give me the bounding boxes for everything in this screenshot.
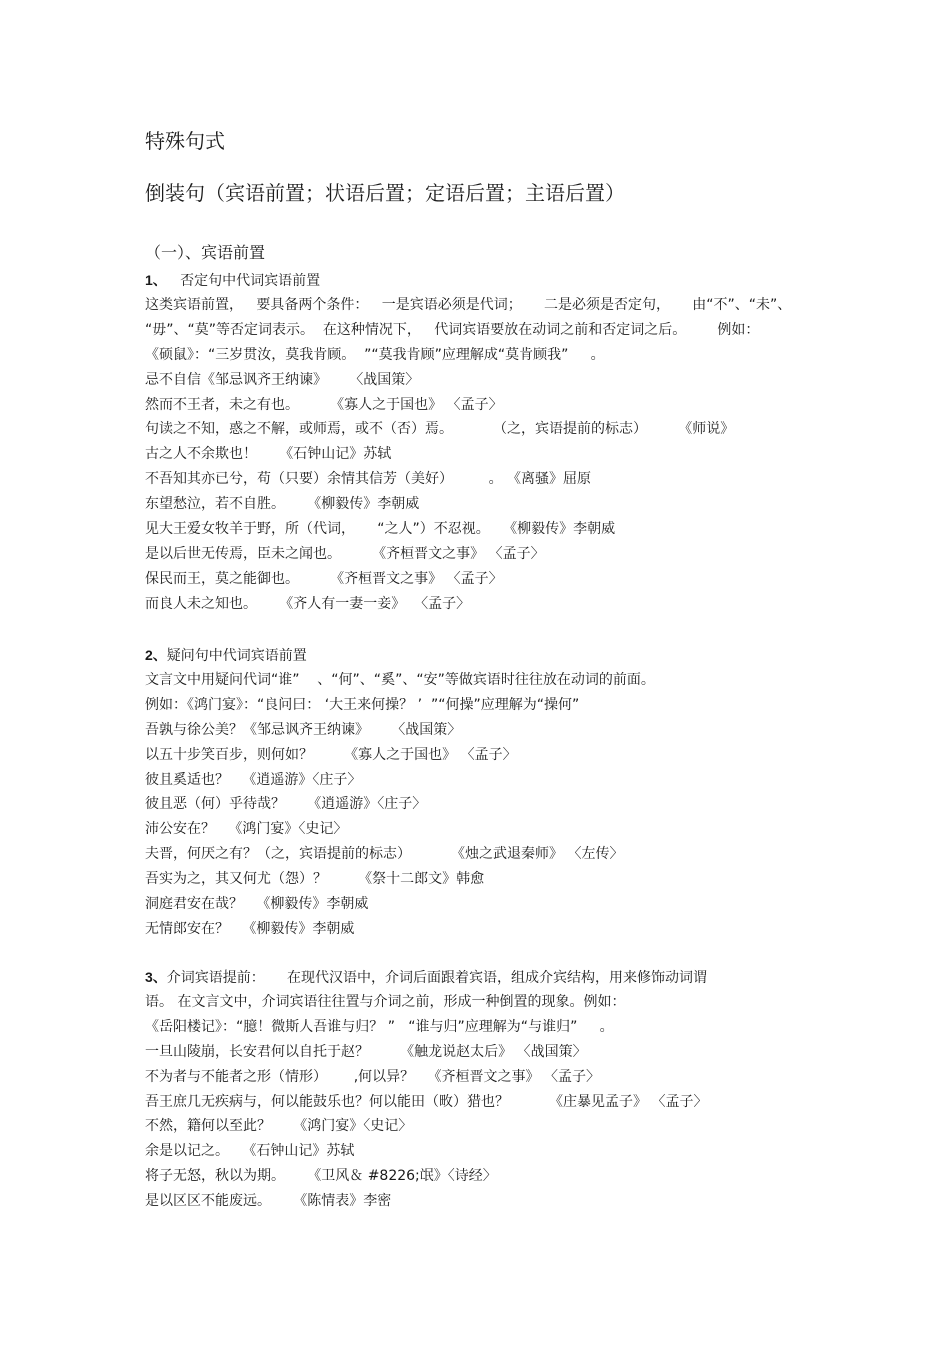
line-text: 以五十步笑百步，则何如？ 《寡人之于国也》 〈孟子〉 [145,746,517,763]
line-text: 沛公安在？ 《鸿门宴》〈史记〉 [145,821,348,838]
text-line [145,544,545,564]
line-text: 《岳阳楼记》：“臆！微斯人吾谁与归？ ” “谁与归”应理解为“与谁归” 。 [145,1018,614,1035]
line-text: 而良人未之知也。 《齐人有一妻一妾》 〈孟子〉 [145,595,471,612]
text-line [145,469,591,489]
line-text: “毋”、“莫”等否定词表示。 在这种情况下， 代词宾语要放在动词之前和否定词之后。 例如： [145,321,760,338]
line-text: 无情郎安在？ 《柳毅传》李朝威 [145,920,355,937]
text-line [145,894,368,914]
text-line [145,992,625,1012]
line-text: 文言文中用疑问代词“谁” 、“何”、“奚”、“安”等做宾语时往往放在动词的前面。 [145,671,655,688]
text-line [145,395,503,415]
line-text: 彼且奚适也？ 《逍遥游》〈庄子〉 [145,771,362,788]
item-number: 3、 [145,969,167,985]
text-line [145,844,624,864]
text-line [145,1042,587,1062]
text-line [145,519,615,539]
line-text: 语。 在文言文中，介词宾语往往置与介词之前，形成一种倒置的现象。例如： [145,993,626,1010]
text-line [145,670,655,690]
text-line [145,1092,708,1112]
line-text: 彼且恶（何）乎待哉？ 《逍遥游》〈庄子〉 [145,796,427,813]
line-text: 一旦山陵崩，长安君何以自托于赵？ 《触龙说赵太后》 〈战国策〉 [145,1043,587,1060]
text-line [145,1017,614,1037]
text-line [145,695,579,715]
text-line [145,320,759,340]
line-text: 洞庭君安在哉？ 《柳毅传》李朝威 [145,896,369,912]
text-line [145,569,503,589]
text-line [145,594,470,614]
line-text: 然而不王者，未之有也。 《寡人之于国也》 〈孟子〉 [145,396,503,413]
text-line [145,1166,497,1186]
text-line [145,794,426,814]
line-text: 例如：《鸿门宴》：“良问曰： ‘大王来何操？ ’ ”“何操”应理解为“操何” [145,696,580,713]
page-title: 特殊句式 [145,129,225,153]
text-line [145,1116,412,1136]
numbered-heading [145,645,307,666]
line-text: 夫晋，何厌之有？（之，宾语提前的标志） 《烛之武退秦师》 〈左传〉 [145,846,624,863]
text-line [145,419,734,439]
line-text: 东望愁泣，若不自胜。 《柳毅传》李朝威 [145,496,420,513]
text-line [145,494,419,514]
line-text: 保民而王，莫之能御也。 《齐桓晋文之事》 〈孟子〉 [145,570,503,587]
line-text: 疑问句中代词宾语前置 [166,648,307,664]
line-text: 吾实为之，其又何尤（怨）？ 《祭十二郎文》韩愈 [145,871,485,888]
text-line [145,869,484,889]
text-line [145,819,347,839]
text-line [145,1067,600,1087]
numbered-heading [145,270,320,291]
text-line [145,745,517,765]
line-text: 吾王庶几无疾病与，何以能鼓乐也？何以能田（畋）猎也？ 《庄暴见孟子》 〈孟子〉 [145,1093,708,1110]
line-text: 古之人不余欺也！ 《石钟山记》苏轼 [145,446,392,463]
text-line [145,370,419,390]
line-text: 见大王爱女牧羊于野，所（代词， “之人”）不忍视。 《柳毅传》李朝威 [145,521,616,537]
text-line [145,345,605,365]
line-text: 吾孰与徐公美？《邹忌讽齐王纳谏》 〈战国策〉 [145,721,462,738]
page-subtitle: 倒装句（宾语前置；状语后置；定语后置；主语后置） [145,181,625,205]
line-text: 不吾知其亦已兮，苟（只要）余情其信芳（美好） 。 《离骚》屈原 [145,471,592,488]
line-text: 忌不自信《邹忌讽齐王纳谏》 〈战国策〉 [145,371,420,388]
line-text: 余是以记之。 《石钟山记》苏轼 [145,1143,355,1160]
section-heading: （一）、宾语前置 [145,243,266,262]
item-number: 1、 [145,272,167,288]
line-text: 不为者与不能者之形（情形） ,何以异？ 《齐桓晋文之事》 〈孟子〉 [145,1068,600,1085]
line-text: 是以区区不能废远。 《陈情表》李密 [145,1193,392,1210]
text-line [145,444,391,464]
text-line [145,770,361,790]
line-text: 是以后世无传焉，臣未之闻也。 《齐桓晋文之事》 〈孟子〉 [145,545,545,562]
numbered-heading [145,967,707,988]
line-text: 将子无怒，秋以为期。 《卫风＆ #8226;氓》〈诗经〉 [145,1168,497,1185]
text-line [145,1191,391,1211]
item-number: 2、 [145,647,167,663]
text-line [145,1141,354,1161]
line-text: 介词宾语提前： 在现代汉语中，介词后面跟着宾语，组成介宾结构，用来修饰动词谓 [166,970,708,986]
line-text: 不然，籍何以至此？ 《鸿门宴》〈史记〉 [145,1118,413,1135]
line-text: 这类宾语前置， 要具备两个条件： 一是宾语必须是代词； 二是必须是否定句， 由“不”、“未”、 [145,296,792,313]
line-text: 句读之不知，惑之不解，或师焉，或不（否）焉。 （之，宾语提前的标志） 《师说》 [145,421,735,438]
text-line [145,919,354,939]
text-line [145,720,461,740]
text-line [145,295,791,315]
line-text: 否定句中代词宾语前置 [166,273,321,289]
line-text: 《硕鼠》：“三岁贯汝，莫我肯顾。 ”“莫我肯顾”应理解成“莫肯顾我” 。 [145,346,605,363]
